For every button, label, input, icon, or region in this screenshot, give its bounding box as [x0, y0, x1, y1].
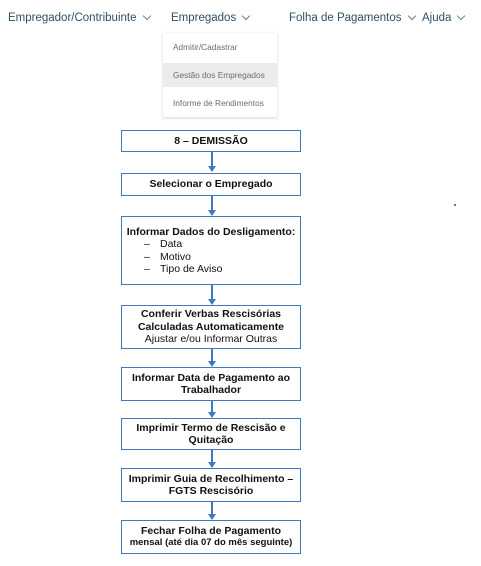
nav-item-label: Ajuda	[422, 12, 452, 24]
flow-step-line: Ajustar e/ou Informar Outras	[144, 333, 278, 346]
flow-step-line: Imprimir Termo de Rescisão e	[136, 421, 286, 434]
flow-step-line: Fechar Folha de Pagamento	[140, 524, 282, 537]
nav-item-ajuda[interactable]	[422, 0, 464, 36]
flow-step-fechar-folha	[121, 520, 301, 554]
flow-connector	[211, 152, 213, 166]
empregados-dropdown-menu	[163, 33, 277, 117]
flow-step-line: FGTS Rescisório	[168, 485, 254, 497]
flow-step-conferir-verbas	[121, 305, 301, 349]
flow-step-informar-data-pagamento	[121, 367, 301, 401]
list-item: – Motivo	[144, 250, 191, 263]
flow-connector	[211, 349, 213, 361]
chevron-down-icon	[142, 12, 150, 20]
flow-step-imprimir-guia-fgts	[121, 468, 301, 502]
menu-item-admitir-cadastrar[interactable]: Admitir/Cadastrar	[173, 42, 238, 52]
flow-step-line: Conferir Verbas Rescisórias	[140, 308, 282, 321]
list-item: – Data	[144, 238, 183, 250]
flow-step-line: Imprimir Guia de Recolhimento –	[128, 472, 294, 485]
flow-step-selecionar-empregado	[121, 173, 301, 196]
chevron-down-icon	[407, 12, 415, 20]
flow-connector	[211, 502, 213, 514]
flow-step-line: mensal (até dia 07 do mês seguinte)	[129, 537, 293, 548]
flow-step-imprimir-termo-rescisao	[121, 418, 301, 450]
menu-item-informe-de-rendimentos[interactable]: Informe de Rendimentos	[173, 98, 264, 108]
nav-item-folha-de-pagamentos[interactable]	[289, 0, 415, 36]
flow-connector	[211, 285, 213, 299]
nav-item-empregador-contribuinte[interactable]	[8, 0, 150, 36]
flow-step-informar-dados-desligamento	[121, 216, 301, 285]
list-item: – Tipo de Aviso	[144, 263, 223, 275]
nav-item-label: Empregador/Contribuinte	[8, 12, 137, 24]
nav-item-label: Folha de Pagamentos	[289, 12, 402, 24]
chevron-down-icon	[242, 12, 250, 20]
flow-connector	[211, 450, 213, 462]
top-nav-bar	[0, 0, 481, 36]
flow-connector	[211, 401, 213, 412]
nav-item-empregados[interactable]	[171, 0, 249, 36]
flow-step-title: 8 – DEMISSÃO	[174, 134, 248, 147]
chevron-down-icon	[457, 12, 465, 20]
flow-step-title: Selecionar o Empregado	[149, 178, 273, 191]
flow-step-demissao	[121, 130, 301, 152]
flow-connector	[211, 196, 213, 210]
menu-item-gestao-dos-empregados[interactable]: Gestão dos Empregados	[163, 63, 277, 87]
arrow-down-icon	[208, 166, 216, 172]
nav-item-label: Empregados	[171, 12, 237, 24]
decorative-dot	[454, 204, 456, 206]
flow-step-title: Informar Dados do Desligamento:	[126, 225, 296, 238]
flow-step-line: Quitação	[188, 434, 234, 446]
flow-step-line: Calculadas Automaticamente	[137, 320, 285, 333]
flow-step-line: Trabalhador	[180, 384, 242, 396]
flow-step-line: Informar Data de Pagamento ao	[131, 371, 291, 384]
desligamento-fields-list	[122, 238, 222, 276]
